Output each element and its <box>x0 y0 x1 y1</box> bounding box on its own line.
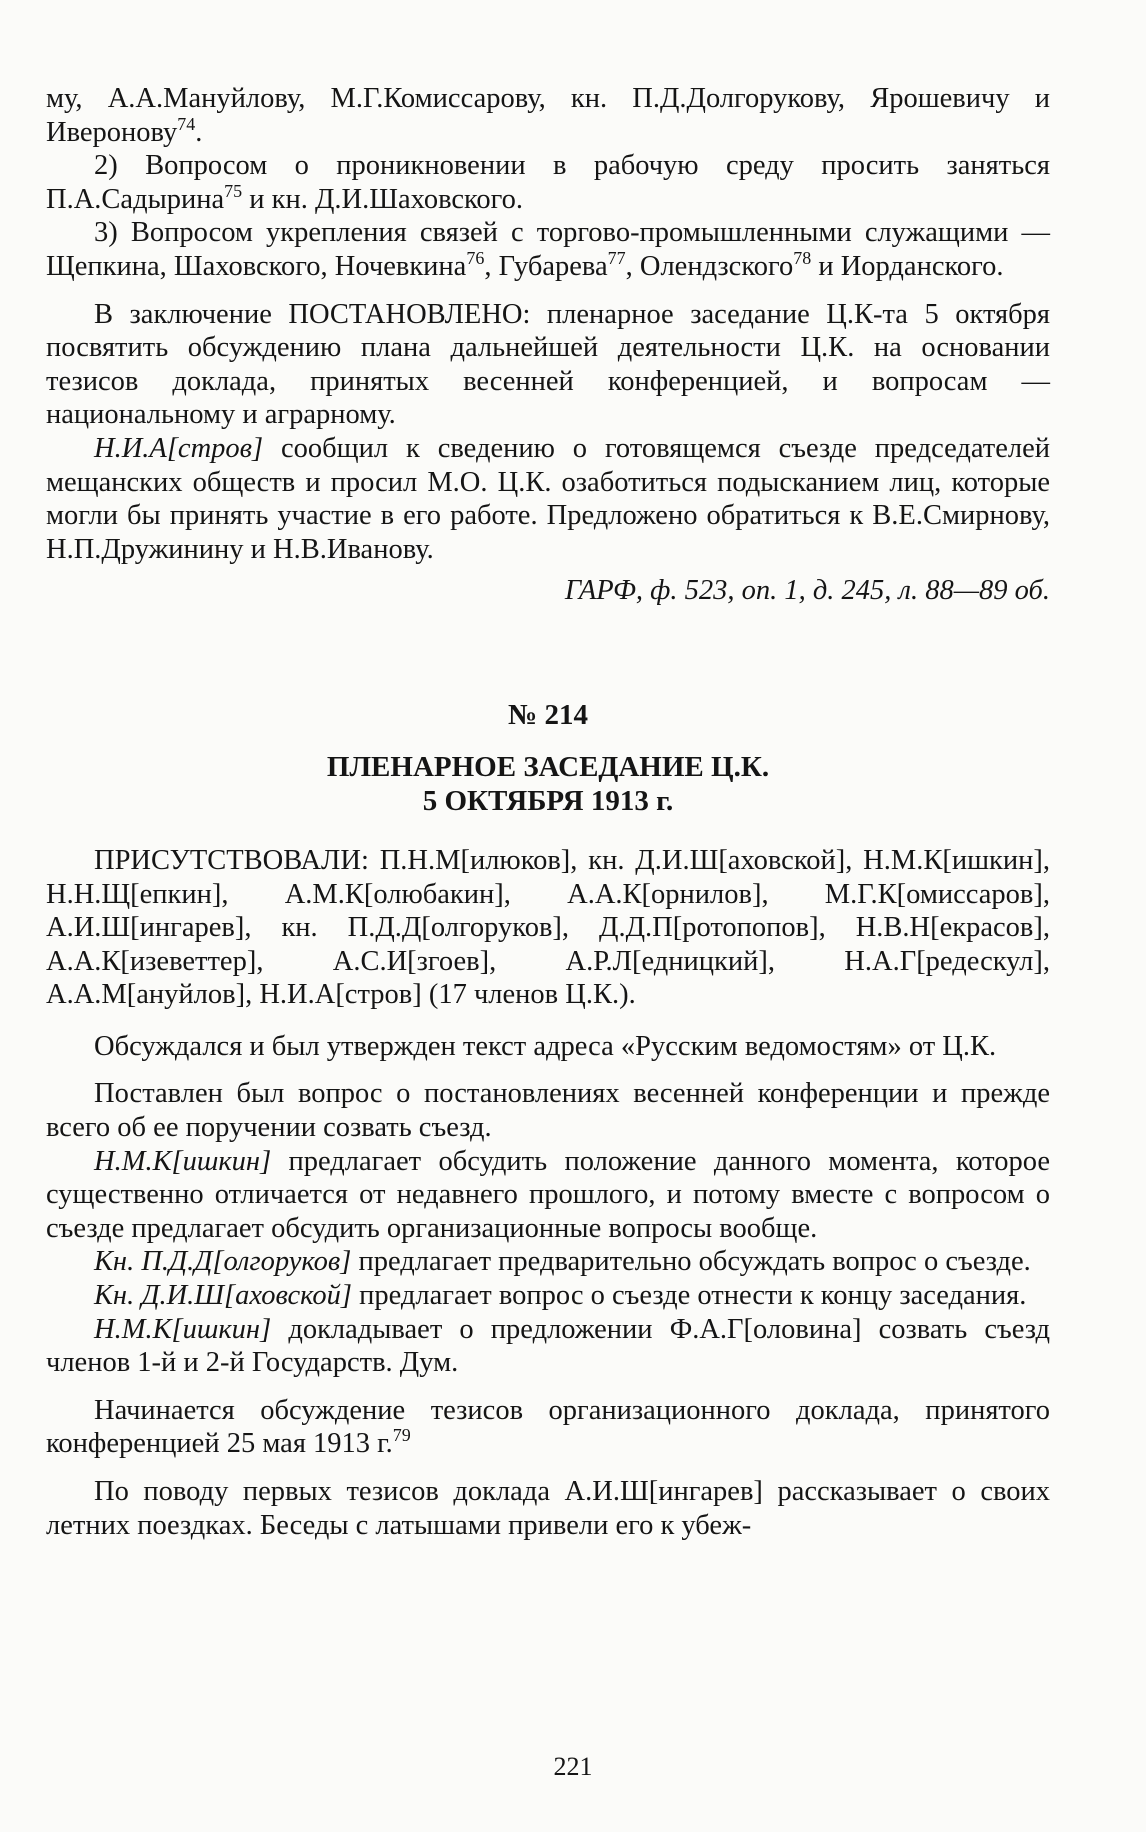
attendance-list: ПРИСУТСТВОВАЛИ: П.Н.М[илюков], кн. Д.И.Ш[аховской], Н.М.К[ишкин], Н.Н.Щ[епкин], А.М.К[олюбакин], А.А.К[орнилов], М.Г.К[омиссаров], А.И.Ш[ингарев], кн. П.Д.Д[олгоруков], Д.Д.П[ротопопов], Н.В.Н[екрасов], А.А.К[изеветтер], А.С.И[згоев], А.Р.Л[едницкий], Н.А.Г[редескул], А.А.М[ануйлов], Н.И.А[стров] (17 членов Ц.К.). <box>46 844 1050 1011</box>
document-date: 5 ОКТЯБРЯ 1913 г. <box>422 784 674 817</box>
paragraph-shakhovskoy: Кн. Д.И.Ш[аховской] предлагает вопрос о съезде отнести к концу заседания. <box>94 1280 1027 1312</box>
paragraph-address: Обсуждался и был утвержден текст адреса «Русским ведомостям» от Ц.К. <box>94 1030 997 1062</box>
paragraph-astrov: Н.И.А[стров] сообщил к сведению о готовящемся съезде председателей мещанских обществ и просил М.О. Ц.К. озаботиться подысканием лиц, которые могли бы принять участие в его работе. Предложено обратиться к В.Е.Смирнову, Н.П.Дружинину и Н.В.Иванову. <box>46 432 1050 565</box>
paragraph-dolgorukov: Кн. П.Д.Д[олгоруков] предлагает предварительно обсуждать вопрос о съезде. <box>94 1246 1031 1278</box>
paragraph-shingarev: По поводу первых тезисов доклада А.И.Ш[ингарев] рассказывает о своих летних поездках. Беседы с латышами привели его к убеж- <box>46 1476 1050 1541</box>
paragraph-item-3: 3) Вопросом укрепления связей с торгово-промышленными служащими — Щепкина, Шаховского, Ночевкина$^{76}$, Губарева$^{77}$, Олендзского$^{78}$ и Иорданского. <box>46 217 1050 282</box>
paragraph-kishkin-report: Н.М.К[ишкин] докладывает о предложении Ф.А.Г[оловина] созвать съезд членов 1-й и 2-й Государств. Дум. <box>46 1313 1050 1379</box>
footnote-ref: 74 <box>177 113 196 134</box>
speaker-name: Н.И.А[стров] <box>94 432 264 464</box>
footnote-ref: 77 <box>607 247 626 268</box>
footnote-ref: 79 <box>392 1425 411 1446</box>
speaker-name: Кн. Д.И.Ш[аховской] <box>94 1280 353 1312</box>
footnote-ref: 76 <box>466 247 485 268</box>
paragraph-continuation: му, А.А.Мануйлову, М.Г.Комиссарову, кн. П.Д.Долгорукову, Ярошевичу и Иверонову$^{74}$. <box>46 83 1050 148</box>
paragraph-kishkin: Н.М.К[ишкин] предлагает обсудить положение данного момента, которое существенно отличается от недавнего прошлого, и потому вместе с вопросом о съезде предлагает обсудить организационные вопросы вообще. <box>46 1145 1050 1244</box>
speaker-name: Н.М.К[ишкин] <box>94 1313 272 1345</box>
paragraph-item-2: 2) Вопросом о проникновении в рабочую среду просить заняться П.А.Садырина$^{75}$ и кн. Д.И.Шаховского. <box>46 150 1050 215</box>
document-heading: ПЛЕНАРНОЕ ЗАСЕДАНИЕ Ц.К. <box>326 750 770 783</box>
speaker-name: Кн. П.Д.Д[олгоруков] <box>94 1246 352 1278</box>
document-number: № 214 <box>508 698 588 731</box>
speaker-name: Н.М.К[ишкин] <box>94 1145 272 1177</box>
paragraph-question: Поставлен был вопрос о постановлениях весенней конференции и прежде всего об ее поручении созвать съезд. <box>46 1078 1050 1144</box>
archive-source: ГАРФ, ф. 523, оп. 1, д. 245, л. 88—89 об. <box>564 575 1050 607</box>
page-number: 221 <box>553 1752 593 1781</box>
footnote-ref: 78 <box>793 247 812 268</box>
paragraph-resolution: В заключение ПОСТАНОВЛЕНО: пленарное заседание Ц.К-та 5 октября посвятить обсуждению плана дальнейшей деятельности Ц.К. на основании тезисов доклада, принятых весенней конференцией, и вопросам — национальному и аграрному. <box>46 298 1050 431</box>
footnote-ref: 75 <box>224 180 243 201</box>
paragraph-theses: Начинается обсуждение тезисов организационного доклада, принятого конференцией 25 мая 1913 г.$^{79}$ <box>46 1394 1050 1460</box>
